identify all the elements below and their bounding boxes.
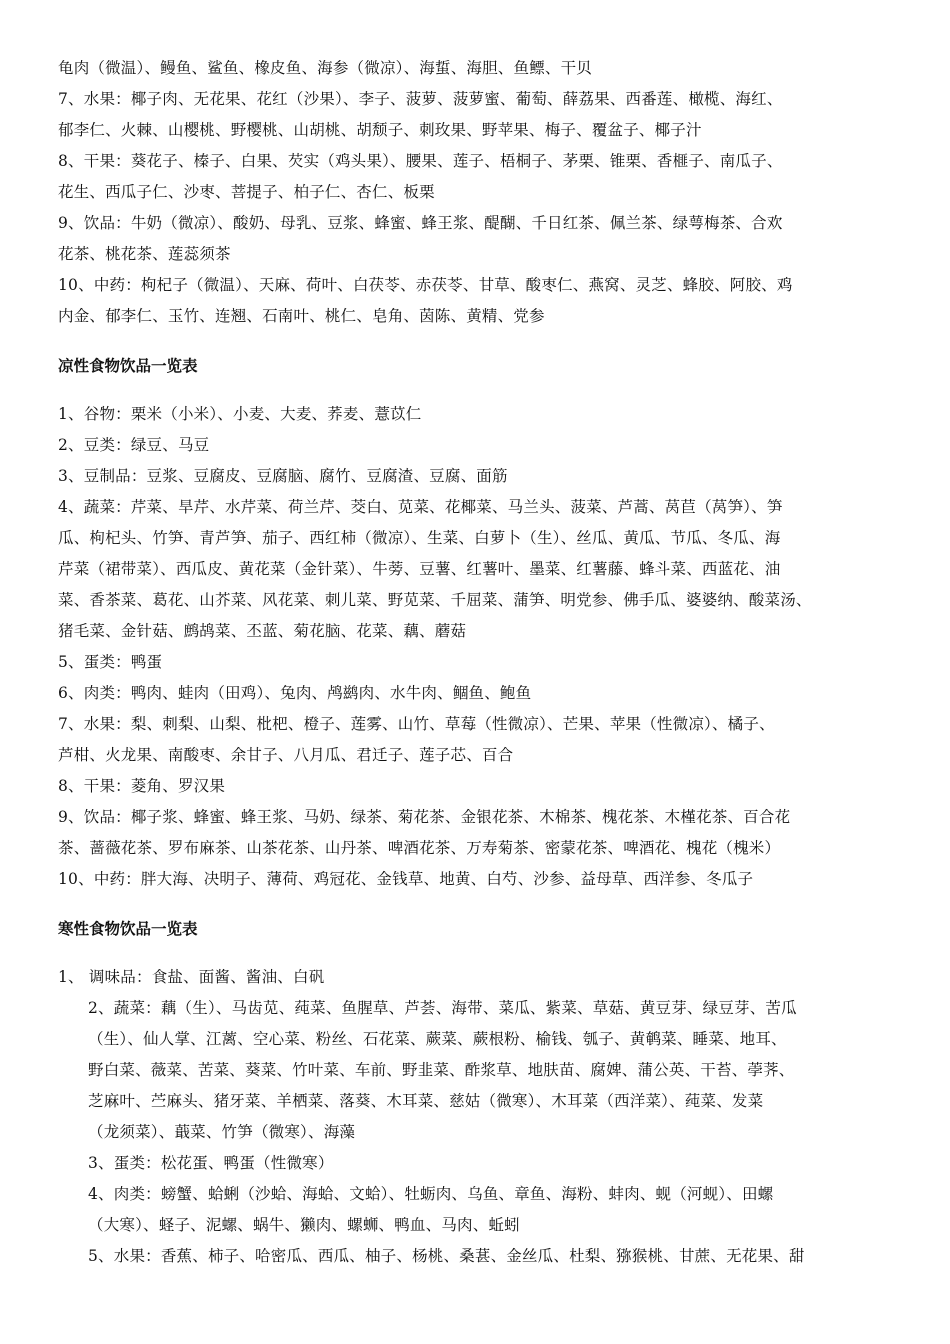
text-line: 瓜、枸杞头、竹笋、青芦笋、茄子、西红柿（微凉）、生菜、白萝卜（生）、丝瓜、黄瓜、节瓜、冬瓜、海 — [58, 529, 781, 547]
text-line: 4、肉类：螃蟹、蛤蜊（沙蛤、海蛤、文蛤）、牡蛎肉、乌鱼、章鱼、海粉、蚌肉、蚬（河蚬）、田螺 — [88, 1185, 774, 1203]
text-line: 2、蔬菜：藕（生）、马齿苋、莼菜、鱼腥草、芦荟、海带、菜瓜、紫菜、草菇、黄豆芽、绿豆芽、苦瓜 — [88, 999, 797, 1017]
text-line: 9、饮品：椰子浆、蜂蜜、蜂王浆、马奶、绿茶、菊花茶、金银花茶、木棉茶、槐花茶、木槿花茶、百合花 — [58, 808, 791, 826]
section-title-cold: 寒性食物饮品一览表 — [58, 920, 198, 938]
text-line: 1、 调味品：食盐、面酱、酱油、白矾 — [58, 968, 325, 986]
text-line: 9、饮品：牛奶（微凉）、酸奶、母乳、豆浆、蜂蜜、蜂王浆、醍醐、千日红茶、佩兰茶、绿萼梅茶、合欢 — [58, 214, 783, 232]
text-line: （生）、仙人掌、江蓠、空心菜、粉丝、石花菜、蕨菜、蕨根粉、榆钱、瓠子、黄鹌菜、睡菜、地耳、 — [88, 1030, 787, 1048]
text-line: 龟肉（微温）、鳗鱼、鲨鱼、橡皮鱼、海参（微凉）、海蜇、海胆、鱼鳔、干贝 — [58, 59, 593, 77]
text-line: 1、谷物：栗米（小米）、小麦、大麦、荞麦、薏苡仁 — [58, 405, 422, 423]
text-line: 7、水果：梨、刺梨、山梨、枇杷、橙子、莲雾、山竹、草莓（性微凉）、芒果、苹果（性微凉）、橘子、 — [58, 715, 775, 733]
text-line: 芝麻叶、苎麻头、猪牙菜、羊栖菜、落葵、木耳菜、慈姑（微寒）、木耳菜（西洋菜）、莼菜、发菜 — [88, 1092, 764, 1110]
text-line: （龙须菜）、蕺菜、竹笋（微寒）、海藻 — [88, 1123, 356, 1141]
section-title-cool: 凉性食物饮品一览表 — [58, 357, 198, 375]
text-line: 8、干果：葵花子、榛子、白果、芡实（鸡头果）、腰果、莲子、梧桐子、茅栗、锥栗、香榧子、南瓜子、 — [58, 152, 783, 170]
text-line: 野白菜、薇菜、苦菜、葵菜、竹叶菜、车前、野韭菜、酢浆草、地肤苗、腐婢、蒲公英、干苔、荸荠、 — [88, 1061, 795, 1079]
text-line: 花茶、桃花茶、莲蕊须茶 — [58, 245, 231, 263]
text-line: 2、豆类：绿豆、马豆 — [58, 436, 210, 454]
text-line: 10、中药：胖大海、决明子、薄荷、鸡冠花、金钱草、地黄、白芍、沙参、益母草、西洋参、冬瓜子 — [58, 870, 754, 888]
text-line: 3、蛋类：松花蛋、鸭蛋（性微寒） — [88, 1154, 334, 1172]
text-line: 10、中药：枸杞子（微温）、天麻、荷叶、白茯苓、赤茯苓、甘草、酸枣仁、燕窝、灵芝、蜂胶、阿胶、鸡 — [58, 276, 793, 294]
text-line: 5、水果：香蕉、柿子、哈密瓜、西瓜、柚子、杨桃、桑葚、金丝瓜、杜梨、猕猴桃、甘蔗、无花果、甜 — [88, 1247, 805, 1265]
text-line: 3、豆制品：豆浆、豆腐皮、豆腐脑、腐竹、豆腐渣、豆腐、面筋 — [58, 467, 508, 485]
text-line: 内金、郁李仁、玉竹、连翘、石南叶、桃仁、皂角、茵陈、黄精、党参 — [58, 307, 545, 325]
text-line: 菜、香茶菜、葛花、山芥菜、风花菜、刺儿菜、野苋菜、千屈菜、蒲笋、明党参、佛手瓜、婆婆纳、酸菜汤、 — [58, 591, 812, 609]
text-line: 郁李仁、火棘、山樱桃、野樱桃、山胡桃、胡颓子、刺玫果、野苹果、梅子、覆盆子、椰子汁 — [58, 121, 702, 139]
text-line: 芦柑、火龙果、南酸枣、余甘子、八月瓜、君迁子、莲子芯、百合 — [58, 746, 514, 764]
text-line: 芹菜（裙带菜）、西瓜皮、黄花菜（金针菜）、牛蒡、豆薯、红薯叶、墨菜、红薯藤、蜂斗菜、西蓝花、油 — [58, 560, 781, 578]
text-line: 7、水果：椰子肉、无花果、花红（沙果）、李子、菠萝、菠萝蜜、葡萄、薛荔果、西番莲、橄榄、海红、 — [58, 90, 783, 108]
text-line: 5、蛋类：鸭蛋 — [58, 653, 163, 671]
text-line: 6、肉类：鸭肉、蛙肉（田鸡）、兔肉、鸬鹚肉、水牛肉、鲴鱼、鲍鱼 — [58, 684, 532, 702]
text-line: 猪毛菜、金针菇、鹧鸪菜、丕蓝、菊花脑、花菜、藕、蘑菇 — [58, 622, 467, 640]
text-line: （大寒）、蛏子、泥螺、蜗牛、獭肉、螺蛳、鸭血、马肉、蚯蚓 — [88, 1216, 520, 1234]
text-line: 花生、西瓜子仁、沙枣、菩提子、柏子仁、杏仁、板栗 — [58, 183, 435, 201]
text-line: 4、蔬菜：芹菜、旱芹、水芹菜、荷兰芹、茭白、苋菜、花椰菜、马兰头、菠菜、芦蒿、莴苣（莴笋）、笋 — [58, 498, 783, 516]
text-line: 8、干果：菱角、罗汉果 — [58, 777, 226, 795]
text-line: 茶、蔷薇花茶、罗布麻茶、山茶花茶、山丹茶、啤酒花茶、万寿菊茶、密蒙花茶、啤酒花、槐花（槐米） — [58, 839, 781, 857]
